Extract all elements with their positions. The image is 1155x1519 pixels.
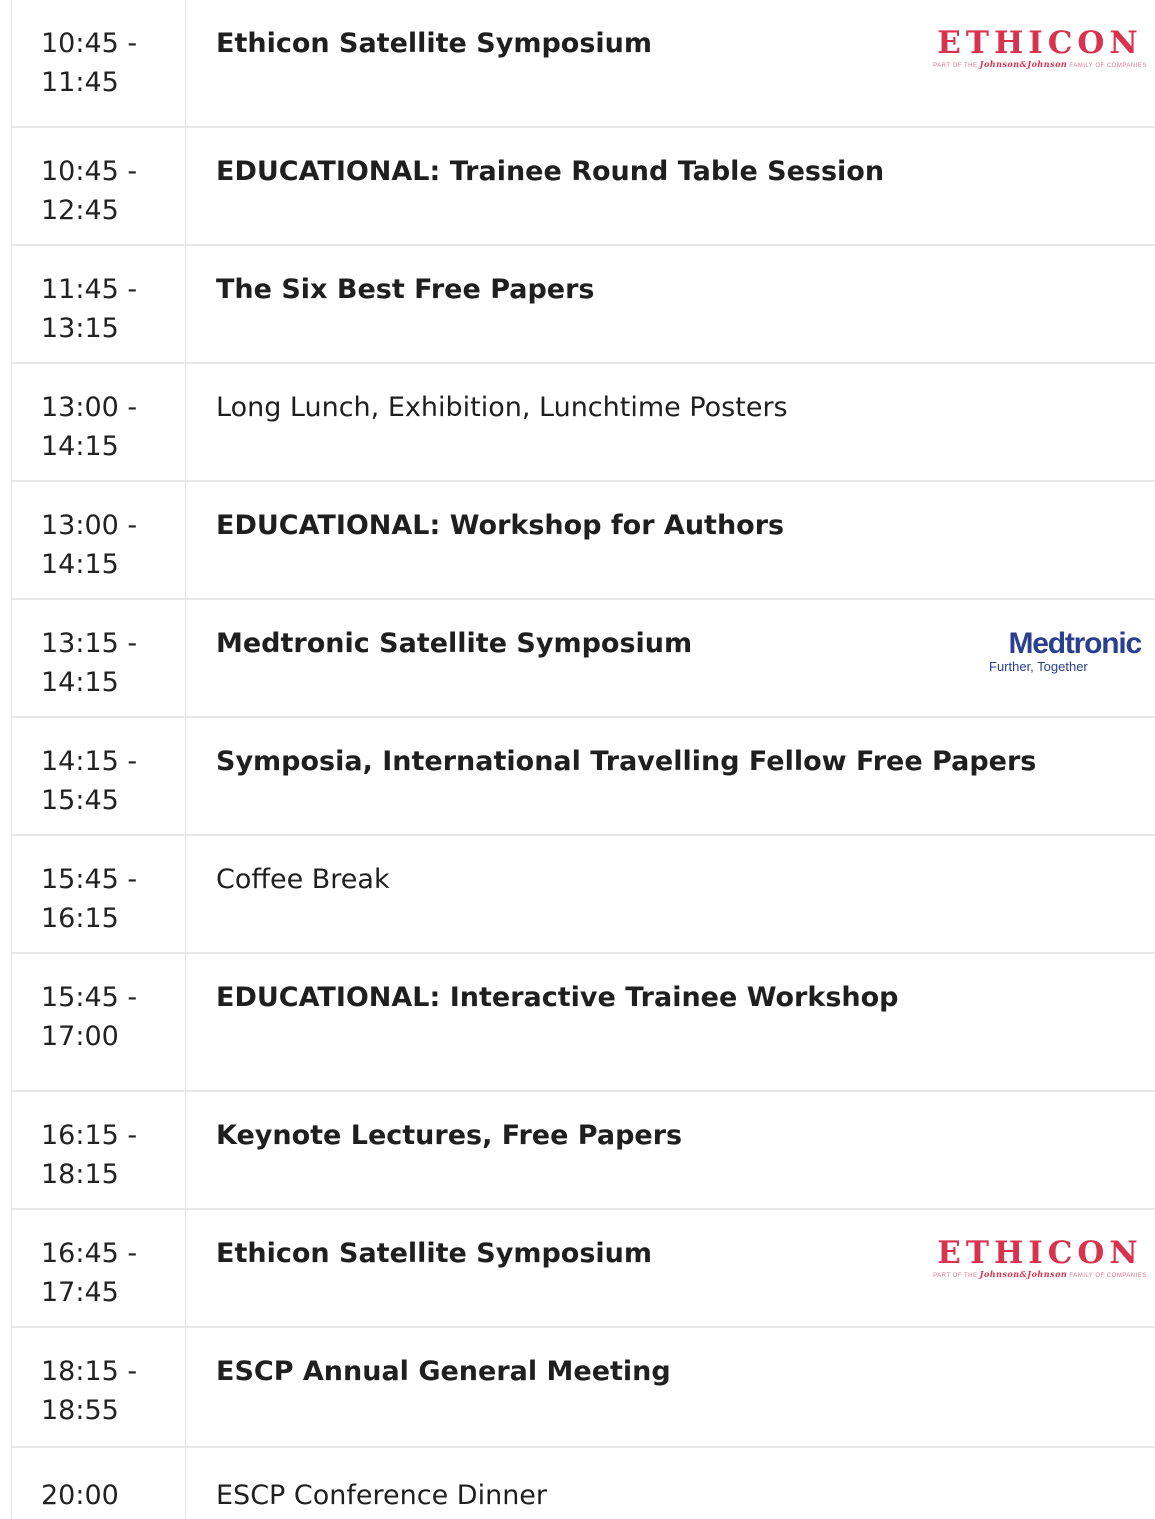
session-time: 10:45 - 12:45 <box>41 156 138 226</box>
session-title: Long Lunch, Exhibition, Lunchtime Posters <box>216 392 788 423</box>
session-time: 13:15 - 14:15 <box>41 628 138 698</box>
schedule-row <box>11 1328 1155 1448</box>
ethicon-logo-tagline: PART OF THE Johnson&Johnson FAMILY OF COMPANIES <box>933 1269 1147 1279</box>
session-time: 18:15 - 18:55 <box>41 1356 138 1426</box>
session-title: Ethicon Satellite Symposium <box>216 28 653 59</box>
session-time: 20:00 <box>41 1480 119 1511</box>
session-time: 15:45 - 16:15 <box>41 864 138 934</box>
schedule-row <box>11 128 1155 246</box>
schedule-row <box>11 1210 1155 1328</box>
schedule-row <box>11 836 1155 954</box>
schedule-row <box>11 482 1155 600</box>
schedule-row <box>11 0 1155 128</box>
schedule-row <box>11 1448 1155 1519</box>
schedule-row <box>11 364 1155 482</box>
schedule-row <box>11 718 1155 836</box>
session-title: Ethicon Satellite Symposium <box>216 1238 653 1269</box>
session-time: 13:00 - 14:15 <box>41 392 138 462</box>
session-title: Coffee Break <box>216 864 390 895</box>
session-title: ESCP Annual General Meeting <box>216 1356 671 1387</box>
session-time: 11:45 - 13:15 <box>41 274 138 344</box>
session-time: 13:00 - 14:15 <box>41 510 138 580</box>
session-time: 16:45 - 17:45 <box>41 1238 138 1308</box>
session-title: EDUCATIONAL: Trainee Round Table Session <box>216 156 885 187</box>
session-title: Medtronic Satellite Symposium <box>216 628 693 659</box>
medtronic-logo-tagline: Further, Together <box>989 659 1088 674</box>
session-title: Symposia, International Travelling Fellow Free Papers <box>216 746 1037 777</box>
session-title: EDUCATIONAL: Interactive Trainee Workshop <box>216 982 899 1013</box>
medtronic-logo-word: Medtronic <box>1008 627 1141 660</box>
ethicon-logo-tagline: PART OF THE Johnson&Johnson FAMILY OF COMPANIES <box>933 59 1147 69</box>
ethicon-logo-word: ETHICON <box>937 25 1143 61</box>
ethicon-logo <box>931 26 1149 70</box>
session-time: 14:15 - 15:45 <box>41 746 138 816</box>
session-time: 15:45 - 17:00 <box>41 982 138 1052</box>
schedule-row <box>11 1092 1155 1210</box>
ethicon-logo <box>931 1236 1149 1280</box>
schedule-row <box>11 246 1155 364</box>
medtronic-logo <box>981 628 1141 674</box>
session-title: ESCP Conference Dinner <box>216 1480 548 1511</box>
ethicon-logo-word: ETHICON <box>937 1235 1143 1271</box>
session-time: 16:15 - 18:15 <box>41 1120 138 1190</box>
session-title: EDUCATIONAL: Workshop for Authors <box>216 510 785 541</box>
session-title: Keynote Lectures, Free Papers <box>216 1120 683 1151</box>
session-time: 10:45 - 11:45 <box>41 28 138 98</box>
schedule-row <box>11 600 1155 718</box>
session-title: The Six Best Free Papers <box>216 274 595 305</box>
schedule-row <box>11 954 1155 1092</box>
